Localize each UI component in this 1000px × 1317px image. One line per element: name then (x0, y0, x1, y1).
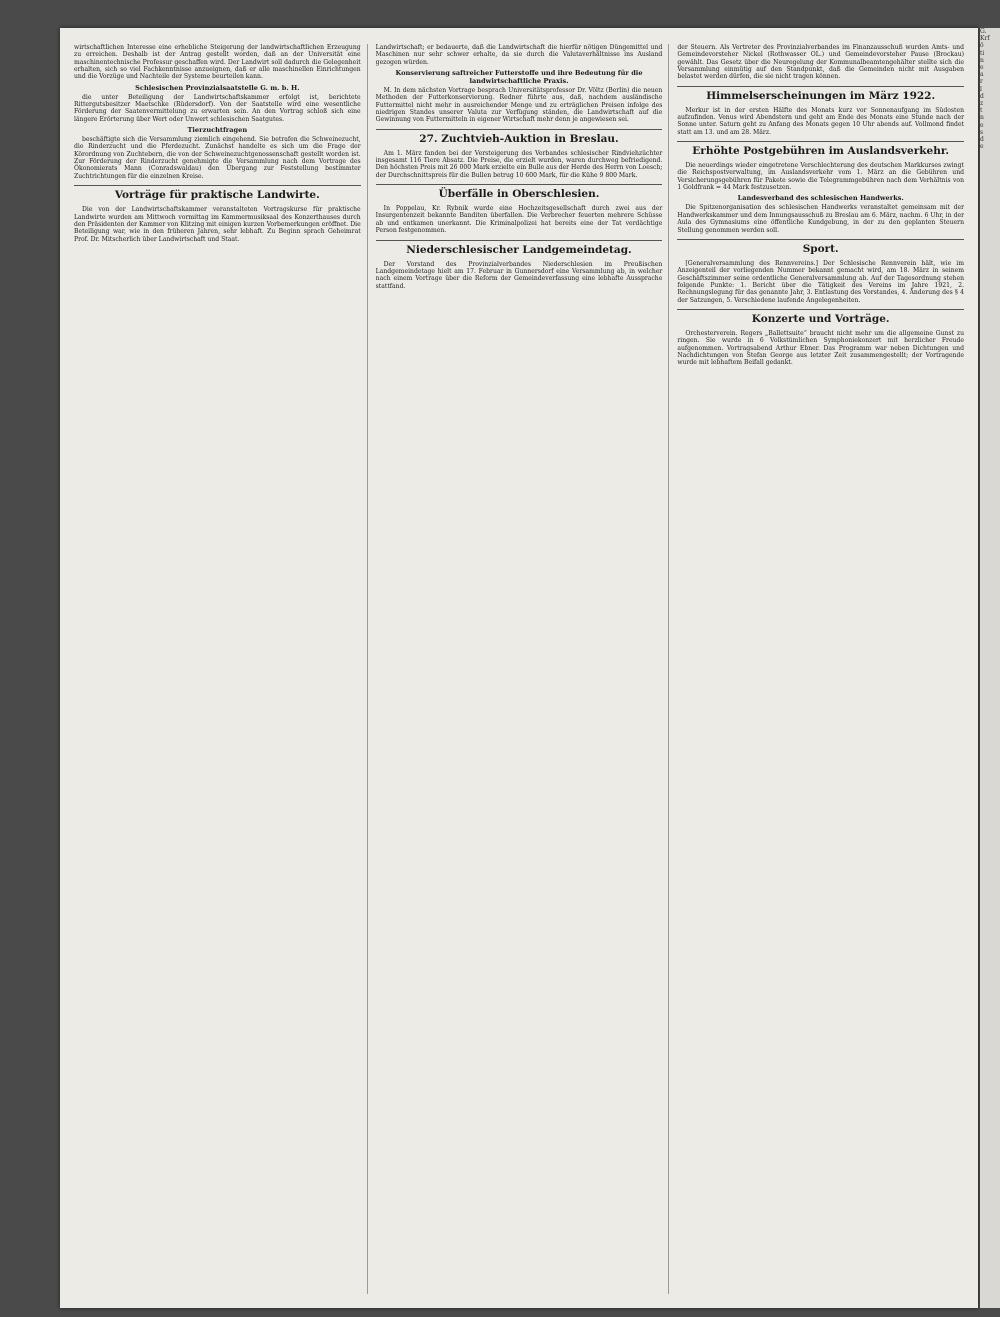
column2-heading-ueberfaelle: Überfälle in Oberschlesien. (376, 184, 663, 201)
column-3 (677, 44, 964, 1294)
stub-line: n (980, 114, 984, 122)
column2-heading-landgemeindetag: Niederschlesischer Landgemeindetag. (376, 240, 663, 257)
column3-para2: Die neuerdings wieder eingetretene Verschlechterung des deutschen Markkurses zwingt die Reichspostverwaltung, im Auslandsverkehr vom 1. März an die Gebühren und Versicherungsgebühren für Pakete sowie die Telegrammgebühren nach dem Verhältnis von 1 Goldfrank = 44 Mark festzusetzen. (677, 162, 965, 192)
stub-line: Krf (980, 35, 990, 43)
stub-line: e (980, 143, 984, 151)
stub-line: a (980, 71, 984, 79)
adjacent-page-edge (980, 28, 1000, 1308)
column1-subhead-saatstelle: Schlesischen Provinzialsaatstelle G. m. b. H. (135, 83, 300, 92)
article-columns (74, 44, 964, 1294)
column3-para5: Orchesterverein. Regers „Ballettsuite“ braucht nicht mehr um die allgemeine Gunst zu ringen. Sie wurde in 6 Volkstümlichen Symphoniekonzert mit herzlicher Freude aufgenommen. Vortragsabend Arthur Ebner. Das Programm war neben Dichtungen und Nachdichtungen von Stefan George aus letzter Zeit zusammengestellt; der Vortragende wurde mit lebhaftem Beifall gedankt. (677, 329, 965, 367)
column1-para1: die unter Beteiligung der Landwirtschaftskammer erfolgt ist, berichtete Rittergutsbesitzer Maetschke (Rüdersdorf). Von der Saatstelle wird eine wesentliche Förderung der Saatenvermittelung zu erwarten sein. An den Vortrag schloß sich eine längere Erörterung über Wert oder Unwert schlesischen Saatgutes. (74, 93, 361, 123)
column3-heading-sport: Sport. (677, 239, 964, 256)
column2-intro: Landwirtschaft; er bedauerte, daß die Landwirtschaft die hierfür nötigen Düngemittel und Maschinen nur sehr schwer erhalte, da sie durch die Valutaverhältnisse ins Ausland gezogen würden. (375, 44, 663, 66)
column3-intro: der Steuern. Als Vertreter des Provinzialverbandes im Finanzausschuß wurden Amts- und Gemeindevorsteher Nickel (Rothwasser OL.) und Gemeindevorsteher Pause (Brockau) gewählt. Das Gesetz über die Neuregelung der Kommunalbeamtengehälter stellte sich die Versammlung einmütig auf den Standpunkt, daß die Gemeinden nicht mit Ausgaben belastet werden dürfen, die sie nicht tragen können. (677, 44, 965, 81)
column-2 (376, 44, 670, 1294)
column3-heading-himmel: Himmelserscheinungen im März 1922. (677, 86, 964, 103)
stub-line: ti (980, 49, 985, 57)
column3-heading-konzerte: Konzerte und Vorträge. (677, 309, 964, 326)
stub-line: G. (980, 28, 987, 35)
column2-para4: Der Vorstand des Provinzialverbandes Niederschlesien im Preußischen Landgemeindetage hielt am 17. Februar in Gunnersdorf eine Versammlung ab, in welcher nach einem Vortrage über die Reform der Gemeindeverfassung eine lebhafte Aussprache stattfand. (375, 260, 663, 290)
column2-para3: In Poppelau, Kr. Rybnik wurde eine Hochzeitsgesellschaft durch zwei aus der Insurgentenzeit bekannte Banditen überfallen. Die Verbrecher feuerten mehrere Schüsse ab und entkamen unerkannt. Die Kriminalpolizei hat bereits eine der Tat verdächtige Person festgenommen. (375, 205, 663, 235)
column3-heading-postgebuehren: Erhöhte Postgebühren im Auslandsverkehr. (677, 141, 964, 158)
stub-line: z (980, 100, 984, 108)
column1-para2: beschäftigte sich die Versammlung ziemlich eingehend. Sie betrafen die Schweinezucht, die Rinderzucht und die Pferdezucht. Zunächst handelte es sich um die Frage der Körordnung von Zuchtebern, die von der Schweinezuchtgenossenschaft gestellt worden ist. Zur Förderung der Rinderzucht genehmigte die Versammlung nach dem Vortrage des Ökonomierats Mann (Conradswaldau) den Übergang zur Feststellung bestimmter Zuchtrichtungen für die einzelnen Kreise. (74, 136, 361, 180)
stub-line: e (980, 64, 984, 72)
stub-line: d (980, 92, 984, 100)
stub-line: ö (980, 42, 984, 50)
column2-para2: Am 1. März fanden bei der Versteigerung des Verbandes schlesischer Rindviehzüchter insgesamt 116 Tiere Absatz. Die Preise, die erzielt wurden, waren durchweg befriedigend. Den höchsten Preis mit 26 000 Mark erzielte ein Bulle aus der Herde des Herrn von Loesch; der Durchschnittspreis für die Bullen betrug 10 600 Mark, für die Kühe 9 800 Mark. (375, 149, 663, 179)
column1-para3: Die von der Landwirtschaftskammer veranstalteten Vortragskurse für praktische Landwirte wurden am Mittwoch vormittag im Kammermusiksaal des Konzerthauses durch den Präsidenten der Kammer von Klitzing mit einigen kurzen Vorbemerkungen eröffnet. Die Beteiligung war, wie in den früheren Jahren, sehr lebhaft. Zu Beginn sprach Geheimrat Prof. Dr. Mitscherlich über Landwirtschaft und Staat. (74, 206, 361, 243)
stub-line: s (980, 128, 984, 136)
stub-line: r (980, 78, 983, 86)
stub-line: e (980, 121, 984, 129)
column3-para4: [Generalversammlung des Rennvereins.] Der Schlesische Rennverein hält, wie im Anzeigenteil der vorliegenden Nummer bekannt gemacht wird, am 18. März in seinem Geschäftszimmer seine ordentliche Generalversammlung ab. Auf der Tagesordnung stehen folgende Punkte: 1. Bericht über die Tätigkeit des Vereins im Jahre 1921, 2. Rechnungslegung für das genannte Jahr, 3. Entlastung des Vorstandes, 4. Änderung des § 4 der Satzungen, 5. Verschiedene laufende Angelegenheiten. (677, 259, 965, 304)
column2-subhead-konservierung: Konservierung saftreicher Futterstoffe und ihre Bedeutung für die landwirtschaftliche Praxis. (395, 69, 643, 86)
stub-line: t (980, 107, 983, 115)
column-1 (74, 44, 368, 1294)
column1-intro: wirtschaftlichen Interesse eine erhebliche Steigerung der landwirtschaftlichen Erzeugung zu erreichen. Deshalb ist der Antrag gestellt worden, daß an der Universität eine maschinentechnische Professur geschaffen wird. Der Landwirt soll dadurch die Gelegenheit erhalten, sich so viel Fachkenntnisse anzueignen, daß er alle maschinellen Einrichtungen und die Vorzüge und Nachteile der Systeme beurteilen kann. (74, 44, 361, 81)
column3-para3: Die Spitzenorganisation des schlesischen Handwerks veranstaltet gemeinsam mit der Handwerkskammer und dem Innungsausschuß zu Breslau am 6. März, nachm. 6 Uhr, in der Aula des Gymnasiums eine öffentliche Kundgebung, in der zu den geplanten Steuern Stellung genommen werden soll. (677, 204, 965, 234)
column2-heading-zuchtvieh: 27. Zuchtvieh-Auktion in Breslau. (376, 129, 663, 146)
column3-para1: Merkur ist in der ersten Hälfte des Monats kurz vor Sonnenaufgang im Südosten aufzufinden. Venus wird Abendstern und geht am Ende des Monats eine Stunde nach der Sonne unter. Saturn geht zu Anfang des Monats gegen 10 Uhr abends auf. Vollmond findet statt am 13. und am 28. März. (677, 106, 965, 136)
newspaper-page (60, 28, 978, 1308)
column3-subhead-handwerk: Landesverband des schlesischen Handwerks. (737, 194, 904, 203)
stub-line: d (980, 136, 984, 144)
column1-subhead-tierzucht: Tierzuchtfragen (187, 126, 248, 135)
stub-line: l (980, 85, 982, 93)
column2-para1: M. In dem nächsten Vortrage besprach Universitätsprofessor Dr. Völtz (Berlin) die neuen Methoden der Futterkonservierung. Redner führte aus, daß, nachdem ausländische Futtermittel nicht mehr in ausreichender Menge und zu erträglichen Preisen infolge des niedrigen Standes unserer Valuta zur Verfügung ständen, die Landwirtschaft auf die Gewinnung von Futtermitteln in eigener Wirtschaft mehr denn je angewiesen sei. (375, 87, 663, 124)
column1-heading-vortraege: Vorträge für praktische Landwirte. (74, 185, 361, 202)
stub-line: n (980, 56, 984, 64)
